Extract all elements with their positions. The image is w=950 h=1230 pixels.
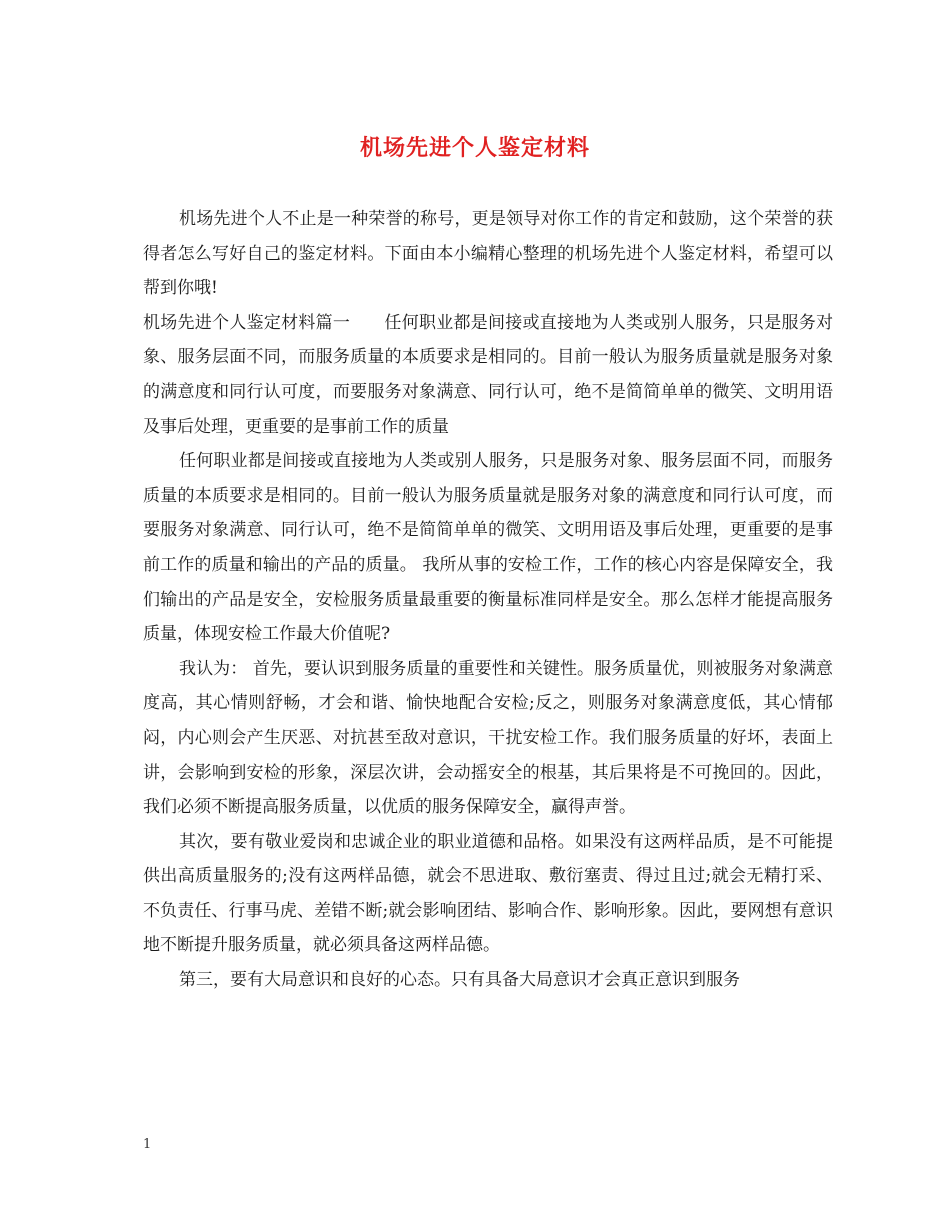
paragraph-2: 我认为： 首先，要认识到服务质量的重要性和关键性。服务质量优，则被服务对象满意度高，其心情则舒畅，才会和谐、愉快地配合安检;反之，则服务对象满意度低，其心情郁闷，内心则会产生厌恶、对抗甚至敌对意识，干扰安检工作。我们服务质量的好坏，表面上讲，会影响到安检的形象，深层次讲，会动摇安全的根基，其后果将是不可挽回的。因此，我们必须不断提高服务质量，以优质的服务保障安全，赢得声誉。 [143,658,833,818]
paragraph-4: 第三，要有大局意识和良好的心态。只有具备大局意识才会真正意识到服务 [179,970,740,991]
paragraph-summary [143,306,833,444]
paragraph-1: 任何职业都是间接或直接地为人类或别人服务，只是服务对象、服务层面不同，而服务质量的本质要求是相同的。目前一般认为服务质量就是服务对象的满意度和同行认可度，而要服务对象满意、同行认可，绝不是简简单单的微笑、文明用语及事后处理，更重要的是事前工作的质量和输出的产品的质量。 我所从事的安检工作，工作的核心内容是保障安全，我们输出的产品是安全，安检服务质量最重要的衡量标准同样是安全。那么怎样才能提高服务质量，体现安检工作最大价值呢? [143,451,833,645]
section-heading: 机场先进个人鉴定材料篇一 [143,312,351,333]
paragraph-3: 其次，要有敬业爱岗和忠诚企业的职业道德和品格。如果没有这两样品质，是不可能提供出高质量服务的;没有这两样品德，就会不思进取、敷衍塞责、得过且过;就会无精打采、不负责任、行事马虎、差错不断;就会影响团结、影响合作、影响形象。因此，要网想有意识地不断提升服务质量，就必须具备这两样品德。 [143,831,833,956]
document-body [143,202,833,998]
paragraph-intro: 机场先进个人不止是一种荣誉的称号，更是领导对你工作的肯定和鼓励，这个荣誉的获得者怎么写好自己的鉴定材料。下面由本小编精心整理的机场先进个人鉴定材料，希望可以帮到你哦! [143,209,833,299]
summary-text: 任何职业都是间接或直接地为人类或别人服务，只是服务对象、服务层面不同，而服务质量的本质要求是相同的。目前一般认为服务质量就是服务对象的满意度和同行认可度，而要服务对象满意、同行认可，绝不是简简单单的微笑、文明用语及事后处理，更重要的是事前工作的质量 [143,312,834,437]
page-number: 1 [143,1137,152,1152]
document-title: 机场先进个人鉴定材料 [359,135,590,161]
